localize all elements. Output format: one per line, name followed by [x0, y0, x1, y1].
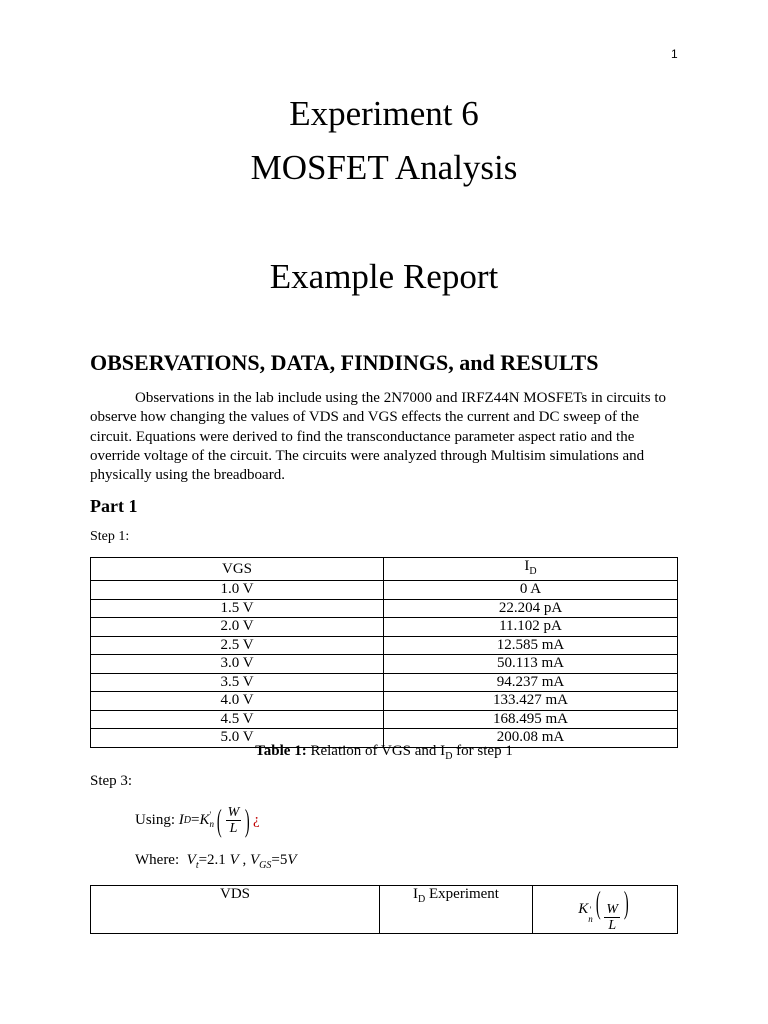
part-heading: Part 1	[90, 496, 138, 516]
cell-id: 94.237 mA	[384, 673, 678, 692]
cell-vgs: 2.5 V	[91, 636, 384, 655]
header-id2-main: I	[413, 886, 419, 902]
vds-table	[90, 885, 678, 934]
table-row	[91, 692, 678, 711]
kn-sup: '	[589, 905, 592, 915]
kn-frac-num: W	[606, 902, 619, 917]
table-header-row	[91, 558, 678, 581]
using-label: Using:	[135, 811, 176, 828]
using-equation: Using: I D = K ' n ( $\frac{W}{L}$ ) ¿	[135, 802, 260, 838]
table-row	[91, 599, 678, 618]
cell-vgs: 3.5 V	[91, 673, 384, 692]
eq-k: K	[199, 811, 210, 828]
where-vt-val: =2.1	[198, 852, 226, 868]
table-row	[91, 636, 678, 655]
kn-fraction	[604, 902, 620, 933]
header-kn-wl: K ' n ( $\frac{W}{L}$ )	[533, 886, 678, 934]
where-comma: ,	[238, 852, 247, 868]
cell-vgs: 1.5 V	[91, 599, 384, 618]
caption-sub: D	[445, 751, 453, 762]
header-id	[384, 558, 678, 581]
header-id-sub: D	[529, 566, 537, 577]
cell-vgs: 1.0 V	[91, 581, 384, 600]
where-vgs-val: =5	[271, 852, 288, 868]
cell-id: 168.495 mA	[384, 710, 678, 729]
header-id-experiment	[380, 886, 533, 934]
eq-frac-num: W	[227, 804, 240, 820]
eq-trailing-symbol: ¿	[252, 811, 260, 828]
cell-id: 22.204 pA	[384, 599, 678, 618]
title-mosfet-analysis: MOSFET Analysis	[250, 148, 518, 187]
where-label: Where:	[135, 852, 180, 868]
step3-label: Step 3:	[90, 773, 133, 789]
title-experiment: Experiment 6	[289, 94, 479, 133]
cell-vgs: 4.5 V	[91, 710, 384, 729]
table-row	[91, 618, 678, 637]
where-equation	[135, 852, 297, 871]
table-row	[91, 710, 678, 729]
where-v-unit2: V	[287, 852, 297, 868]
table-row	[91, 655, 678, 674]
page-number: 1	[671, 47, 678, 61]
header-vgs: VGS	[91, 558, 384, 581]
cell-vgs: 5.0 V	[91, 729, 384, 748]
title-example-report: Example Report	[269, 257, 499, 296]
caption-text-a: Relation of VGS and I	[306, 743, 446, 759]
cell-id: 200.08 mA	[384, 729, 678, 748]
table-row	[91, 673, 678, 692]
eq-equals: =	[191, 811, 200, 828]
where-vt-sub: t	[195, 860, 199, 871]
step1-label: Step 1:	[90, 529, 130, 544]
cell-vgs: 4.0 V	[91, 692, 384, 711]
section-heading: OBSERVATIONS, DATA, FINDINGS, and RESULTS	[90, 350, 599, 375]
cell-id: 50.113 mA	[384, 655, 678, 674]
cell-id: 0 A	[384, 581, 678, 600]
where-vgs: V	[249, 852, 260, 868]
table-row	[91, 581, 678, 600]
eq-fraction	[226, 805, 242, 836]
where-vgs-sub: GS	[259, 860, 272, 871]
where-vt: V	[186, 852, 196, 868]
kn-sub: n	[588, 914, 593, 924]
eq-k-sup: '	[209, 810, 212, 820]
kn-frac-den: L	[608, 918, 617, 933]
eq-k-sub: n	[209, 819, 214, 829]
cell-vgs: 3.0 V	[91, 655, 384, 674]
eq-id-sub: D	[183, 814, 191, 826]
header-id-main: I	[524, 558, 530, 574]
header-vds: VDS	[91, 886, 380, 934]
caption-bold: Table 1:	[255, 743, 307, 759]
header-id2-rest: Experiment	[429, 886, 499, 902]
cell-id: 133.427 mA	[384, 692, 678, 711]
table1-caption	[0, 743, 768, 762]
cell-vgs: 2.0 V	[91, 618, 384, 637]
observations-paragraph: Observations in the lab include using the 2N7000 and IRFZ44N MOSFETs in circuits to observe how changing the values of VDS and VGS effects the current and DC sweep of the circuit. Equations were derived to find the transconductance parameter aspect ratio and the override voltage of the circuit. The circuits were analyzed through Multisim simulations and physically using the breadboard.	[90, 390, 666, 484]
kn-k: K	[578, 901, 589, 917]
vds-table-header	[91, 886, 678, 934]
eq-frac-den: L	[229, 820, 238, 836]
header-id2-sub: D	[418, 894, 426, 905]
vgs-id-table	[90, 557, 678, 748]
cell-id: 11.102 pA	[384, 618, 678, 637]
cell-id: 12.585 mA	[384, 636, 678, 655]
eq-id: I	[178, 811, 184, 828]
where-v-unit: V	[229, 852, 239, 868]
caption-text-b: for step 1	[452, 743, 513, 759]
